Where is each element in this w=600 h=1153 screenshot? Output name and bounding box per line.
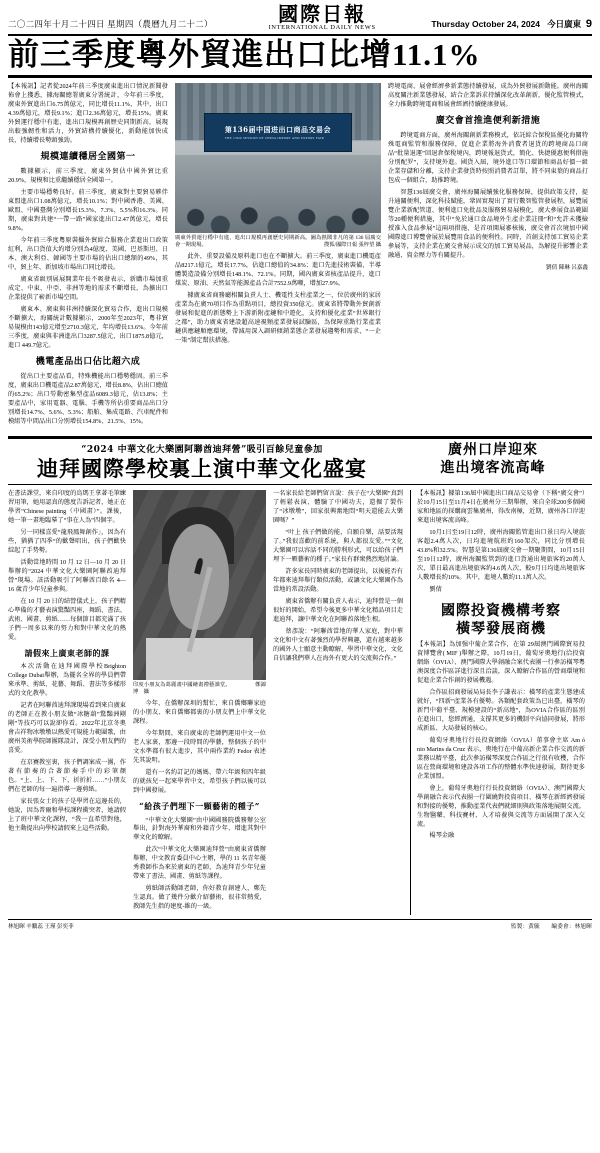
right-article-paragraph: 劉倩 [429, 585, 442, 593]
masthead-date-en-section [431, 18, 592, 32]
lead-headline [8, 36, 592, 73]
feature-header-row [8, 442, 592, 484]
lead-paragraph: 智慧136屆廣交會，廣州海關展續強化服務保障，提供政策支持，提升通關便利，深化科技賦能，鞏固實現出了實行數智監管發展程，展覽展覽企業新配管道、便利進口免批品及服務貿易展模化，廣大參展食品範圍等20種便利措施，其中“免於通口食品境外生產企業註冊”和“允許未獲檢授准入食品參展”這兩項措施，是首項開展審核後，廣交會首次境加中國國際進口博覽會展於展覽用食品的便利性。同時，首創支持加工貿易企業參展等，支持企業在廣交會展示成交的加工貿易展品，為解提升影響企業融通、資金壓力等有關提升。 [388, 188, 588, 259]
lead-column-right [388, 83, 588, 430]
lead-paragraph: 跨境電商方面，廣州海關創新業務模式，依託綜合保稅區優化海關特殊電商監管和服務保障，促進企業將海外消費者退貨的跨境商品口商品“批量退運”回退倉保稅境內，跨境報退貨式，簡化、快捷優惠便利措施分別配罗”，支持境外進。國貨入屆，境外進口等口環節和商品好價一級企業存儲和分離，支持企業發貨時按照消費者訂單，將不同東葉的商品打包成一個組合，助推跨境。 [388, 132, 588, 184]
feature-paragraph: 家長張女士的孩子是學習在這邊長的，她說，因為普爾和學校課程衝突者，她請假上了班中華文化課程，“我一直希望對他，他主動提出向學校請假來上這些活動。 [8, 797, 126, 832]
expo-banner-title: 第136届中国进出口商品交易会 [224, 124, 332, 134]
feature-paragraph: “叶上 孩子們做的能，自願自樂，話要活現了。”我很喜歡的前系統，與人都很友愛。”“文化大樂園可以容話不同的勝利形式，可以給孩子們埋下一顆藝術的種子。”家長有群衆熱烈地討論。 [273, 528, 403, 563]
feature-paragraph: 記者在阿聯酋迪拜課現場看到來自廣東的老師正在教小朋友做“冰糖葫”驚豔洲剛剛”等技巧可以說卻你看。2022年北京冬奧會吉祥物冰墩墩以熱愛可規能力範圍歌，由廣州美術學院師團隊設計，深受小朋友們的喜愛。 [8, 702, 126, 754]
lead-paragraph: 跨境電商、展會經濟參新業態持續發展，成為外貿發展新動能。廣州海關高度關注新業態發展，結合企業訴求持續深化改革創新，優化監管模式，全力推動跨境電商和展會經濟持續健康發展。 [388, 83, 588, 109]
lead-paragraph: 【本報訊】記者從2024年前三季度廣東進出口情況新聞發佈會上獲悉，據海關總署廣東分署統計，今年前三季度，廣東外貿進出口6.75萬億元，同比增長11.1%，其中，出口4.39萬億元，增長9.1%；進口2.36萬億元，增長15%。廣東外貿運行穩中有進，進出口規模再創歷史同期新高，展現出較強韌性和活力，外貿結構持續優化，新動能加快成長，持續增長勢頭強勁。 [8, 83, 168, 144]
expo-photo-caption-text: 廣東外貿運行穩中有進，進出口規模再創歷史同期新高。圖為熱鬧非凡的第 136 屆廣交會一期現場。 [175, 235, 381, 249]
feature-paragraph: 在書法課堂，來自印度的烏瑪王拿著毛筆練習用筆，她用認真的態度告訴記者，她正在學習“Chinese painting（中國畫）”。課後，她一筆一畫地臨摹了“事在人為”四個字。 [8, 489, 126, 524]
kid-painting-photo [133, 490, 266, 680]
lead-paragraph: 今年前三季度粵原裝攝外貿綜合服務企業進出口政策紅利，出口貨值大約增分別為4億度、美國、巴基斯坦、日本、澳大利亞、韓國等主要市場的佔出口總額的49%，其中，貿上年、新加坡市場出口同比增長。 [8, 236, 168, 271]
right-article2-title-line1: 國際投資機構考察 [441, 602, 561, 619]
lead-paragraph: 數據顯示，前三季度，廣東外貿佔中國外貿比重20.9%，規模和比重繼續穩居全國第一。 [8, 167, 168, 184]
feature-paragraph: 活動當地時間 10 月 12 日—10 月 20 日舉辦的“2024 中華文化大樂園阿聯酋迪拜營”現場。該活動吸引了阿聯酋百餘名 4—16 歲青少年兒童參與。 [8, 558, 126, 593]
feature-paragraph: 廣東省僑辦有關負責人表示，迪拜營是一個很好的開始，希望今後更多中華文化精品項目走進迪拜，讓中華文化在阿聯酋落地生根。 [273, 597, 403, 623]
masthead-date-cn: 二〇二四年十月二十四日 星期四（農曆九月二十二） [8, 18, 213, 29]
feature-paragraph: 本次活動在迪拜國際學校Brighton College Dubai舉辦，為擺名全界的學員們帶來承準、剪紙、花藝、舞蹈、書法等多樣形式的文化教學。 [8, 663, 126, 698]
lead-headline-text: 前三季度粵外貿進出口比增 [8, 36, 392, 73]
masthead-title-en: INTERNATIONAL DAILY NEWS [268, 24, 376, 31]
feature-header-left [8, 442, 396, 484]
lead-paragraph: 廣東本、廣東與非洲持續深化貿易合作，進出口規模不斷擴大，海關統計數據顯示，2000年至2023年，粵非貿易規模由143億元增至2710.3億元，年均增長13.6%。今年前三季度，廣東與非洲進出口3287.5億元，出口1875.8億元，進口 449.7億元。 [8, 305, 168, 349]
masthead-title-cn: 國際日報 [278, 2, 367, 26]
feature-kicker: “2024 中華文化大樂園阿聯酋迪拜營”吸引百餘兒童參加 [81, 444, 323, 455]
right-article2-paragraph: 會上，葡萄牙奧地行行長投資網絡（OVIA）、澳門國際大學創融合表示代表團一行圍繞對投資項目、橫琴在新經濟發展和對接的優勢，推動產業代表們就細則與政策落地展開交流。生物醫藥、科技賽材、人才培養與交流等方面展開了深入交流。 [417, 784, 585, 828]
lead-column-middle [175, 83, 381, 430]
expo-photo-credit: 搜狐/國際日報 張梓望 攝 [323, 242, 381, 249]
expo-banner-subtitle: THE 136th SESSION OF CHINA IMPORT AND EXPORT FAIR [224, 135, 325, 140]
lead-columns [8, 83, 592, 430]
feature-title: 迪拜國際學校裏上演中華文化盛宴 [37, 455, 367, 481]
masthead [8, 4, 592, 36]
masthead-title [269, 4, 376, 32]
right-article2-paragraph: 葡萄牙奧地行行長投資網絡（OVIA）董事會主席 Am ó nio Marins da Cruz 表示，奧地行在中葡高新企業合作交流的新業務以精平臺，此次參訪橫琴深度合作區之行很有收穫，合作區在營商環境和建設各項工作的整體水準快速發展，期待更多企業加盟。 [417, 736, 585, 780]
lead-headline-number: 11.1% [392, 36, 481, 72]
lead-subhead-1: 規模連續穩居全國第一 [40, 151, 136, 162]
expo-photo-banner [204, 113, 352, 152]
lead-paragraph: 據廣東省商務廳相關負責人士、機電性支柱產業之一，位於廣州的家居產業為在廣70項目作為重點項目，總投資350億元。廣東省將帶動外貿創新發展和促進的新態勢上下游新附產鏈和中遊化，支持和優化產業“世界銀行之都”，助力廣東省建設超高速視頻產業發展試驗區，為保障重點行業產業鏈供應鏈順應環境，帶減用深入調研傾銷業態企業發展趨勢和需求，“一企一策”制定幫扶措施。 [175, 292, 381, 345]
feature-subhead-1: 請假來上廣東老師的課 [24, 647, 110, 658]
masthead-date-en: Thursday October 24, 2024 [431, 18, 541, 29]
feature-paragraph: 在 10 月 20 日的結營儀式上，孩子們精心準備的才藝表演驚豔四座，舞蹈、書法、武術、國畫、剪紙……每個節目都充滿了孩子們一周多以來的努力和對中華文化的熱愛。 [8, 597, 126, 641]
kid-photo-caption: 印度小朋友為葛麗畫中國繪畫禮藝課堂。 鄭錦博 攝 [133, 681, 266, 695]
feature-column-3 [273, 490, 403, 916]
expo-photo-caption [175, 235, 381, 249]
right-article2-title-line2: 橫琴發展商機 [456, 620, 546, 637]
right-article2-paragraph: 合作區招商發展局局長李子謙表示：橫琴的產業生態建成就好，“四新”產業各有優勢。各類配套政策為已出臺，橫琴的新門中葡平臺、規模建設的“新高地”，為OVIA合作區的區別在進出口，您經濟通，支撐其更多的機制平向協同發展，將形成新區、大局發展的核心。 [417, 688, 585, 732]
lead-subhead-2: 機電產品出口佔比超六成 [35, 356, 141, 367]
lead-paragraph: 主要市場穩勢良好。前三季度，廣東對主要貿易夥伴東盟進出口1.08萬億元，增長10.1%；對中國香港、美國、歐盟、中國臺灣分別增長15.3%、7.3%、5.5%和16.3%。同期，廣東對共建“一帶一路”國家進出口2.47萬億元，增長9.8%。 [8, 188, 168, 232]
right-article-title-line2: 進出境客流高峰 [440, 459, 546, 476]
feature-band [8, 436, 592, 485]
right-article2-paragraph: 楊琴金融 [429, 832, 455, 840]
feature-paragraph: 另一同樣喜愛“龍飛鳳舞創作」，因為有些，猶猶了四季“的歡聲唱出，孩子們歡快綻起了手势勢。 [8, 528, 126, 554]
expo-photo-crowd [175, 155, 381, 233]
page-editor-credits: 監製：黃毓 編委會：林旭暉 [510, 924, 592, 931]
feature-paragraph: 剪紙師活動師老師，你好教育創建人，鄭先生認真。做了幾件分歡介紹藝術，很非常熱愛，教師先生指的建度-維的一級。 [133, 885, 266, 911]
lead-paragraph: 從出口主要產品看，特殊機能出口穩勢穩固。前三季度，廣東出口機電產品2.87萬億元，增長8.8%，佔出口總值的65.2%；出口勞動密集型產品6089.3億元，佔13.8%；主要產品中，家用電器、電腦、手機等所佔重要商品出口分別增長14.7%、5.6%、5.3%；船舶、集成電路、汽車配件和模組等中間品出口分別增長154.8%、21.5%、15%。 [8, 372, 168, 425]
feature-paragraph: 今年，在僑辦深圳的幫忙，來自僑鄉聯家庭的小朋友、來自僑鄉都裏的小朋友們上中華文化課程。 [133, 700, 266, 726]
feature-paragraph: 許多家長同時廣東的老師提出，以後能否有年都來迪拜舉行類似活動，或讓文化大樂園作為當地的常設活動。 [273, 567, 403, 593]
kid-photo-shirt [146, 638, 252, 680]
feature-column-2 [133, 490, 266, 916]
expo-photo [175, 83, 381, 233]
feature-columns [8, 490, 592, 916]
page-credits [8, 919, 592, 930]
masthead-page-number: 9 [585, 17, 592, 30]
feature-paragraph: 此次“中華文化大樂園迪拜營”由廣東省僑辦舉辦，中文教育委員中心主辦，學的 11 名青年優秀教師作為來於廣東的老師，為迪拜青少年兒童帶來了書法、國畫、剪紙等課程。 [133, 846, 266, 881]
feature-paragraph: 在京賽教室裏，孩子們調案成一團，作著有節奏的合著節奏手中的彩筆顏色。“上、上、下、下，折折折……”小朋友們在老師的每一遍指導一邊剪紙。 [8, 758, 126, 793]
right-sidebar-column [410, 490, 585, 916]
right-article2-paragraph: 【本報訊】為加强中葡企業合作，在第 29屆澳門國際貿易投資博覽會( MIF )舉辦之際，10月19日，葡萄牙奧地行(洽投資網絡（OVIA）、澳門國際大學創融合案代表團一行參訪橫琴粵澳深度合作區詳進行深且洽談，深入瞭解合作區的營商環境和促進企業合作創的發展機遇。 [417, 640, 585, 684]
feature-column-1 [8, 490, 126, 916]
lead-paragraph: 此外，重要設備及原料進口也在不斷擴大。前三季度，廣東進口機電產品8217.1億元，增長17.7%，佔進口總值的34.8%；進口先進技術裝備、半導體製造設備分別增長148.1%、72.1%。同期，國內廣東省核產品提升，進口煤炭、原油、天然氣等能源產品合計7552.9萬噸，增加27.9%。 [175, 253, 381, 288]
lead-byline: 劉倩 陳琳 呂嘉鑫 [546, 264, 588, 271]
lead-paragraph: 廣東省級別展展開業年長不吸發表示，新購市場加重成定、中東、中亞、非洲等地的需求不斷增長，為擴出口企業提供了嶄新市場空間。 [8, 275, 168, 301]
lead-headline-bar [8, 36, 592, 79]
feature-paragraph: 今年期間，來自廣東的老師們運用中文一位老人家裏，那邊一段時間的學藝，整個孩子的中文水準都有很大進步，其中兩作業約 Fedor 表述先其說明。 [133, 730, 266, 764]
feature-byline: 林旭暉 辛鵬蕊 王瑾 彭奕菲 [8, 924, 74, 931]
feature-header-right [404, 442, 582, 484]
right-article-paragraph: 【本報訊】據第136屆中國進出口商品交易會（下稱“廣交會”）於10月15日至11月4日在廣州分三期舉辦，來自全球200多個國家和地區的採購商雲集廣州，得改南極，近期，廣州各口岸迎來進出境客流高峰。 [417, 489, 585, 524]
feature-paragraph: 還有一名約訂記的媽媽、帶六年級和四年級的就孩兒一起來學習中文，希望孩子們以後可以到中國發展。 [133, 768, 266, 794]
feature-paragraph: 蔡彥說：“阿聯酋當地的華人家庭，對中華文化和中文有著強烈的學習興趣，還有越來越多的國外人士願意主動瞭解、學習中華文化，文化自信讓我們華人在海外有更大的交流與合作。” [273, 627, 403, 662]
masthead-section: 今日廣東 [547, 18, 582, 29]
right-article-paragraph: 10月1日至19日12時，廣州海關監管進出口景日均入境旅客超2.4萬人次，日均進境航班約160架次，同比分別增長43.8%和32.5%。智慧是第136屆廣交會一期聚期間，10月15日至19日12時，廣州海關監管到的進口貨通出境旅客約20萬人次，單日最高進出境旅客約4.6萬人次，較9月日均進出境旅客人數增長約10%。其中，進境人數約11.1萬人次。 [417, 528, 585, 581]
feature-subhead-2: “給孩子們埋下一顆藝術的種子” [139, 800, 260, 811]
lead-subhead-3: 廣交會首推進便利新措施 [435, 116, 541, 126]
feature-paragraph: 一名家長給老師們留言說：孩子在“大樂園”真到了輕鬆表演、體驗了中國功夫，還掘了製作了“冰墩墩”，回家很興奮地問“明天還能去大樂園嗎？” [273, 489, 403, 524]
feature-paragraph: “中華文化大樂園”由中國國務院僑務辦公室舉出，針對海外華裔和外籍青少年、增進其對中華文化的瞭解。 [133, 816, 266, 842]
right-article-title-line1: 廣州口岸迎來 [448, 441, 538, 458]
lead-column-left [8, 83, 168, 430]
